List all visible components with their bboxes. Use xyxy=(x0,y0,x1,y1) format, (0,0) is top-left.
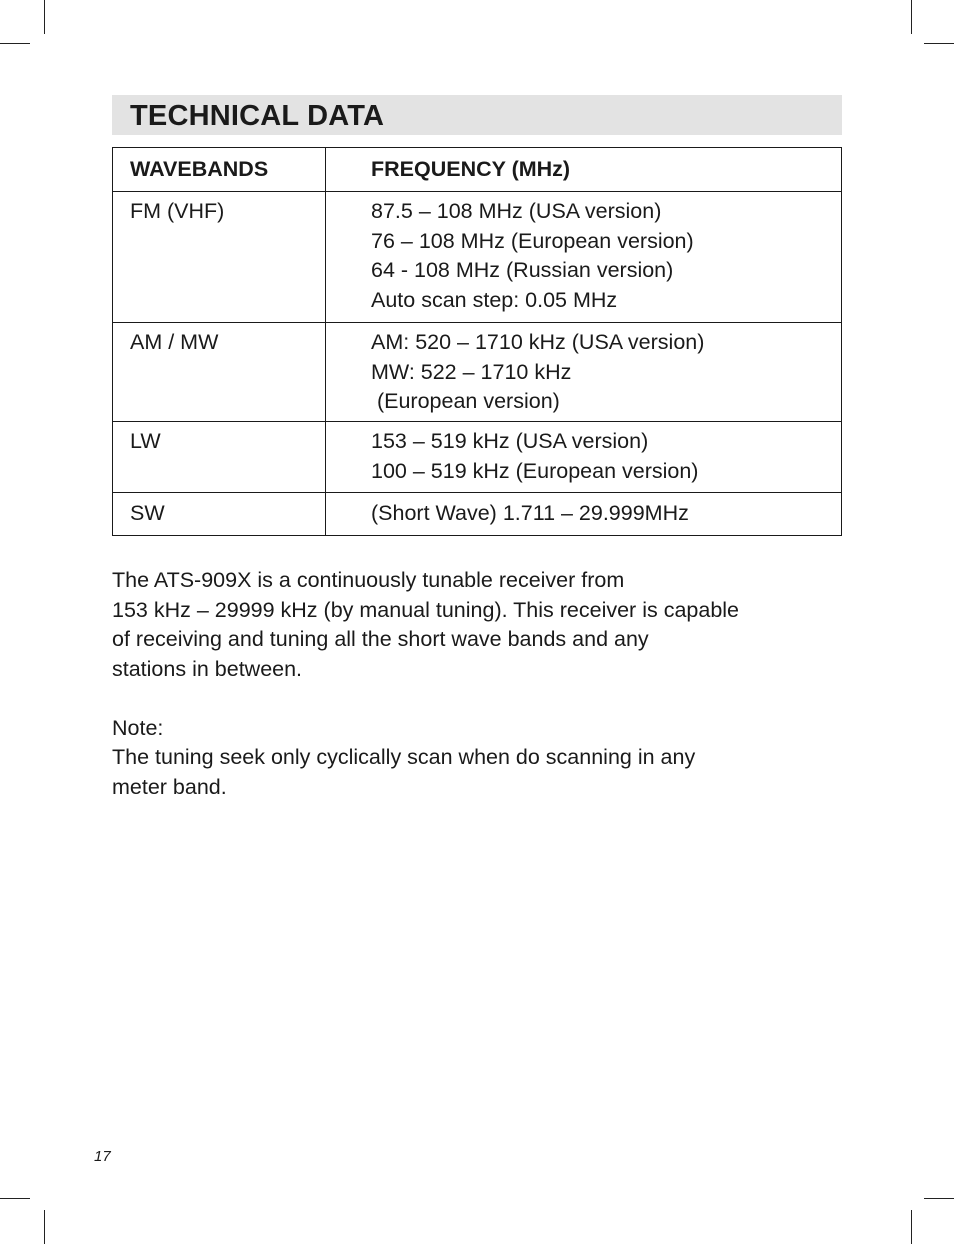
description-line: stations in between. xyxy=(112,656,303,681)
crop-mark xyxy=(911,1210,912,1244)
band-cell: LW xyxy=(113,422,326,493)
frequency-cell xyxy=(326,493,842,536)
page-number: 17 xyxy=(94,1148,111,1165)
frequency-line: 100 – 519 kHz (European version) xyxy=(371,458,699,483)
band-cell: SW xyxy=(113,493,326,536)
frequency-line: MW: 522 – 1710 kHz xyxy=(371,359,572,384)
crop-mark xyxy=(924,1198,954,1199)
crop-mark xyxy=(44,1210,45,1244)
frequency-line: (European version) xyxy=(371,389,560,413)
frequency-line: 64 - 108 MHz (Russian version) xyxy=(371,258,674,282)
frequency-cell xyxy=(326,422,842,493)
frequency-line: 153 – 519 kHz (USA version) xyxy=(371,429,649,453)
crop-mark xyxy=(0,1198,30,1199)
frequency-line: 76 – 108 MHz (European version) xyxy=(371,228,694,253)
header-frequency: FREQUENCY (MHz) xyxy=(326,148,842,192)
note-line: meter band. xyxy=(112,774,227,799)
header-wavebands: WAVEBANDS xyxy=(113,148,326,192)
frequency-line: (Short Wave) 1.711 – 29.999MHz xyxy=(371,501,689,525)
table-row xyxy=(113,192,842,323)
table-row xyxy=(113,493,842,536)
band-cell: AM / MW xyxy=(113,323,326,422)
frequency-line: Auto scan step: 0.05 MHz xyxy=(371,287,618,312)
table-header-row xyxy=(113,148,842,192)
table-row xyxy=(113,422,842,493)
note-label: Note: xyxy=(112,715,164,740)
crop-mark xyxy=(0,43,30,44)
band-cell: FM (VHF) xyxy=(113,192,326,323)
body-text xyxy=(112,566,852,832)
note-paragraph xyxy=(112,714,852,803)
crop-mark xyxy=(911,0,912,34)
technical-data-table xyxy=(112,147,842,536)
description-line: of receiving and tuning all the short wave bands and any xyxy=(112,627,649,651)
frequency-cell xyxy=(326,192,842,323)
table-row xyxy=(113,323,842,422)
frequency-line: AM: 520 – 1710 kHz (USA version) xyxy=(371,330,705,354)
frequency-cell xyxy=(326,323,842,422)
frequency-line: 87.5 – 108 MHz (USA version) xyxy=(371,199,662,223)
note-line: The tuning seek only cyclically scan when do scanning in any xyxy=(112,745,696,769)
description-line: The ATS-909X is a continuously tunable receiver from xyxy=(112,568,625,592)
description-line: 153 kHz – 29999 kHz (by manual tuning). This receiver is capable xyxy=(112,597,740,622)
crop-mark xyxy=(44,0,45,34)
description-paragraph xyxy=(112,566,852,684)
crop-mark xyxy=(924,43,954,44)
section-title-bar xyxy=(112,95,842,135)
section-title: TECHNICAL DATA xyxy=(130,100,385,132)
